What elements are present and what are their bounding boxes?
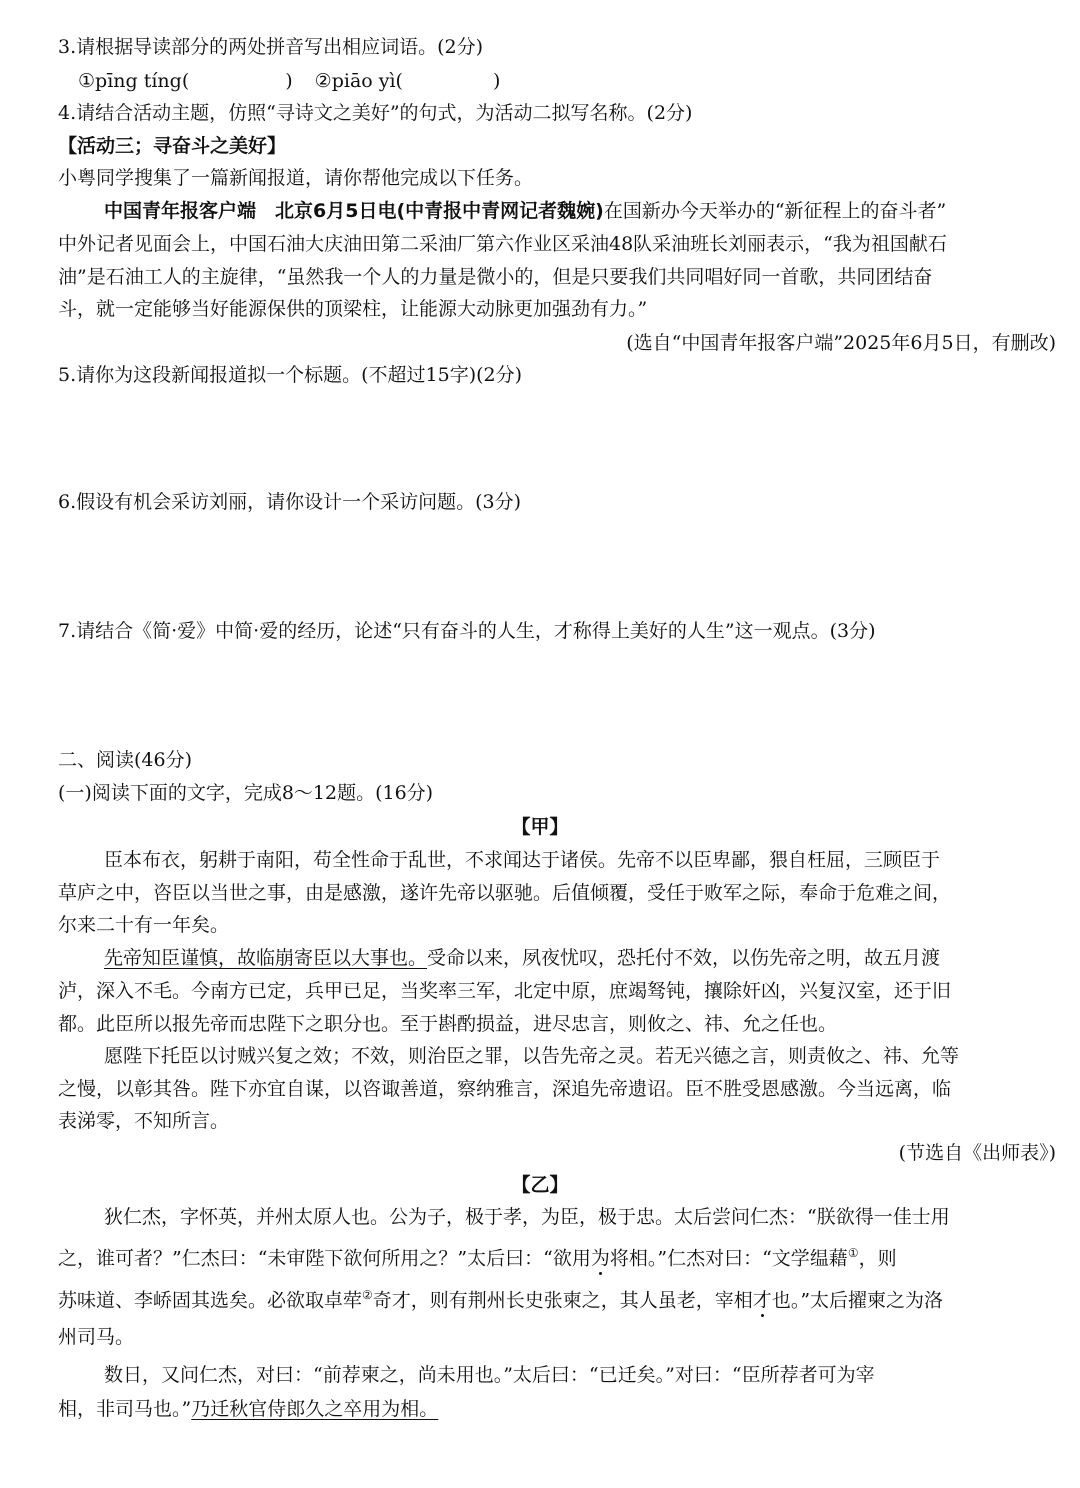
question-5: 5.请你为这段新闻报道拟一个标题。(不超过15字)(2分)	[58, 364, 523, 386]
yi-p2-l2: 相，非司马也。”乃迁秋官侍郎久之卒用为相。	[58, 1398, 439, 1420]
activity-3-intro: 小粤同学搜集了一篇新闻报道，请你帮他完成以下任务。	[58, 167, 534, 189]
news-line-2: 中外记者见面会上，中国石油大庆油田第二采油厂第六作业区采油48队采油班长刘丽表示，“我为祖国献石	[58, 233, 947, 255]
news-source: (选自“中国青年报客户端”2025年6月5日，有删改)	[626, 332, 1056, 354]
pinyin-item-2: ②piāo yì(	[314, 70, 403, 92]
yi-title: 【乙】	[511, 1174, 569, 1196]
jia-source: (节选自《出师表》)	[898, 1142, 1056, 1164]
jia-p2-l1: 先帝知臣谨慎，故临崩寄臣以大事也。受命以来，夙夜忧叹，恐托付不效，以伤先帝之明，故五月渡	[104, 947, 941, 969]
yi-p1-l4: 州司马。	[58, 1326, 135, 1348]
activity-3-title: 【活动三；寻奋斗之美好】	[58, 135, 287, 157]
jia-p3-l2: 之慢，以彰其咎。陛下亦宜自谋，以咨诹善道，察纳雅言，深追先帝遗诏。臣不胜受恩感激。今当远离，临	[58, 1078, 952, 1100]
question-6: 6.假设有机会采访刘丽，请你设计一个采访问题。(3分)	[58, 491, 522, 513]
jia-p3-l3: 表涕零，不知所言。	[58, 1110, 230, 1132]
dotted-char-wei: 为	[590, 1247, 610, 1270]
news-lead: 中国青年报客户端 北京6月5日电(中青报中青网记者魏婉)	[104, 200, 604, 222]
question-4: 4.请结合活动主题，仿照“寻诗文之美好”的句式，为活动二拟写名称。(2分)	[58, 102, 693, 124]
jia-p1-l2: 草庐之中，咨臣以当世之事，由是感激，遂许先帝以驱驰。后值倾覆，受任于败军之际，奉命于危难之间，	[58, 882, 952, 904]
question-3-items: ①pīng tíng( ) ②piāo yì( )	[78, 70, 501, 92]
news-line-3: 油”是石油工人的主旋律，“虽然我一个人的力量是微小的，但是只要我们共同唱好同一首歌，共同团结奋	[58, 266, 933, 288]
news-line-1: 中国青年报客户端 北京6月5日电(中青报中青网记者魏婉)在国新办今天举办的“新征程上的奋斗者”	[104, 200, 947, 222]
underlined-sentence-jia: 先帝知臣谨慎，故临崩寄臣以大事也。	[104, 947, 428, 969]
jia-p2-l3: 都。此臣所以报先帝而忠陛下之职分也。至于斟酌损益，进尽忠言，则攸之、祎、允之任也。	[58, 1013, 838, 1035]
yi-p1-l3: 苏味道、李峤固其选矣。必欲取卓荦②奇才，则有荆州长史张柬之，其人虽老，宰相才也。”太后擢柬之为洛	[58, 1288, 944, 1312]
jia-p1-l3: 尔来二十有一年矣。	[58, 914, 230, 936]
question-7: 7.请结合《简·爱》中简·爱的经历，论述“只有奋斗的人生，才称得上美好的人生”这一观点。(3分)	[58, 620, 876, 642]
news-line-4: 斗，就一定能够当好能源保供的顶梁柱，让能源大动脉更加强劲有力。”	[58, 298, 648, 320]
jia-title: 【甲】	[511, 816, 569, 838]
pinyin-item-1: ①pīng tíng(	[78, 70, 190, 92]
note-1: ①	[847, 1246, 859, 1260]
jia-p1-l1: 臣本布衣，躬耕于南阳，苟全性命于乱世，不求闻达于诸侯。先帝不以臣卑鄙，猥自枉屈，三顾臣于	[104, 849, 941, 871]
section-2-sub: (一)阅读下面的文字，完成8～12题。(16分)	[58, 782, 434, 804]
yi-p1-l1: 狄仁杰，字怀英，并州太原人也。公为子，极于孝，为臣，极于忠。太后尝问仁杰：“朕欲得一佳士用	[104, 1206, 950, 1228]
note-2: ②	[362, 1288, 373, 1302]
question-3: 3.请根据导读部分的两处拼音写出相应词语。(2分)	[58, 36, 484, 58]
yi-p2-l1: 数日，又问仁杰，对曰：“前荐柬之，尚未用也。”太后曰：“已迁矣。”对曰：“臣所荐者可为宰	[104, 1364, 875, 1386]
dotted-char-cai: 才	[752, 1289, 772, 1312]
section-2-title: 二、阅读(46分)	[58, 749, 193, 771]
jia-p3-l1: 愿陛下托臣以讨贼兴复之效；不效，则治臣之罪，以告先帝之灵。若无兴德之言，则责攸之、祎、允等	[104, 1045, 960, 1067]
yi-p1-l2: 之，谁可者？”仁杰曰：“未审陛下欲何所用之？”太后曰：“欲用为将相。”仁杰对曰：“文学缊藉①，则	[58, 1246, 897, 1270]
underlined-sentence-yi: 乃迁秋官侍郎久之卒用为相。	[191, 1398, 439, 1420]
jia-p2-l2: 泸，深入不毛。今南方已定，兵甲已足，当奖率三军，北定中原，庶竭驽钝，攘除奸凶，兴复汉室，还于旧	[58, 980, 952, 1002]
